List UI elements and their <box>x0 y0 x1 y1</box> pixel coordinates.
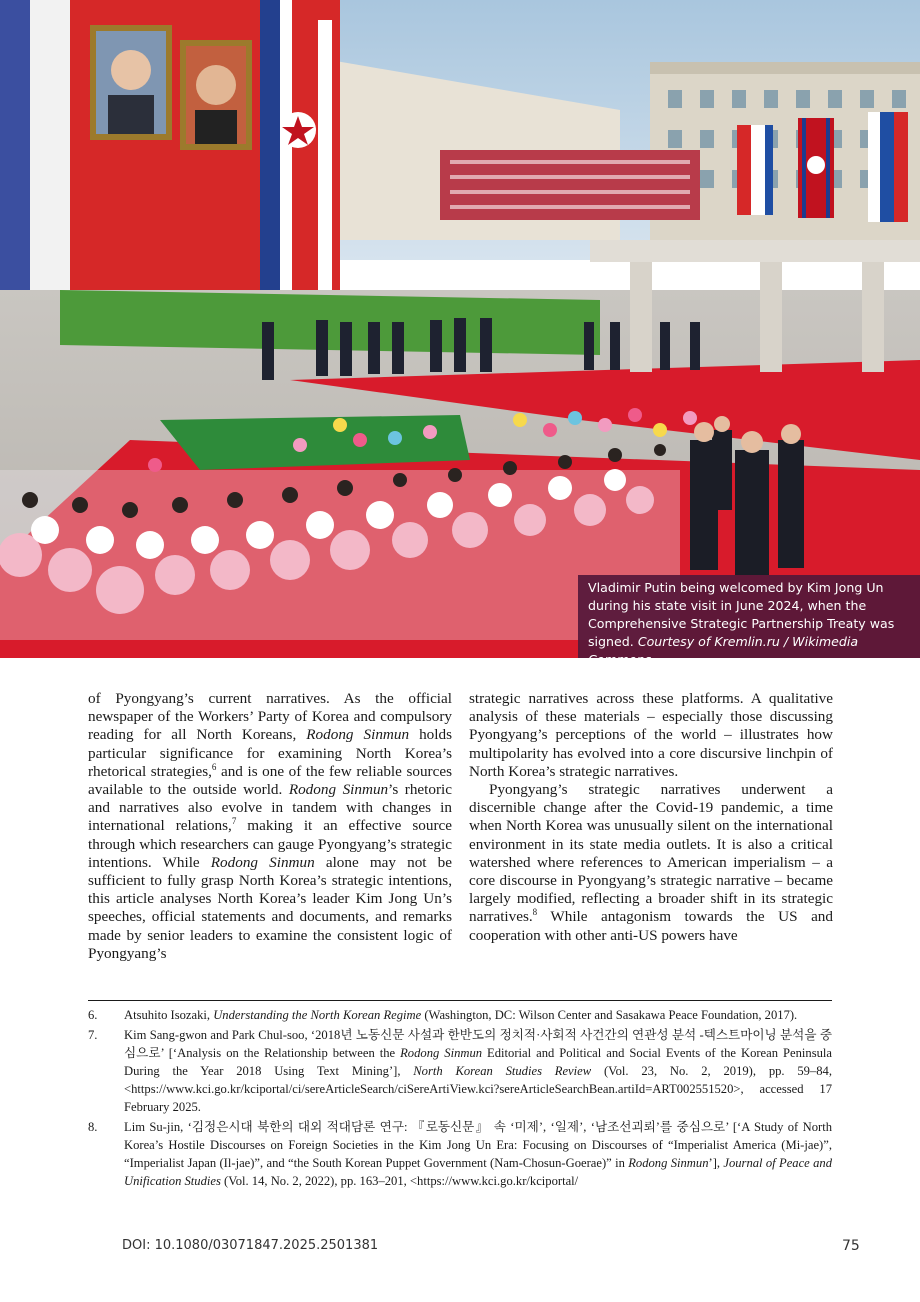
body-column-right <box>469 690 833 945</box>
text-run: Editorial and Political and Social Events of the Korean Peninsula During the Year 2018 Using Text Mining’], <box>124 1046 832 1078</box>
text-run: Lim Su-jin, ‘김정은시대 북한의 대외 적대담론 연구: 『로동신문』 속 ‘미제’, ‘일제’, ‘남조선괴뢰’를 중심으로’ [‘A Study of North Korea’s Hostile Discourses on Foreign Societies in the Kim Jong Un Era: Focusing on Discourses of “Imperialist America (Mi-jae)”, “Imperialist Japan (Il-jae)”, and “the South Korean Puppet Government (Nam-Chosun-Goerae)” in <box>124 1120 832 1170</box>
footnote-divider <box>88 1000 832 1001</box>
paragraph-right-1: strategic narratives across these platforms. A qualitative analysis of these materials – especially those discussing Pyongyang’s perceptions of the world – illustrates how multipolarity has evolved into a core discursive linchpin of North Korea’s strategic narratives. <box>469 690 833 780</box>
footnote-text <box>124 1118 832 1190</box>
footnote-link[interactable]: (Vol. 23, No. 2, 2019), pp. 59–84, <https://www.kci.go.kr/kciportal/ci/sereArticleSearch/ciSereArtiView.kci?sereArticleSearchBean.artiId=ART002551520>, accessed 17 February 2025. <box>124 1064 832 1114</box>
text-run: holds particular significance for examining North Korea’s rhetorical strategies, <box>88 726 452 780</box>
publication-name: Rodong Sinmun <box>400 1046 483 1060</box>
page-number: 75 <box>842 1238 860 1254</box>
text-run: alone may not be sufficient to fully grasp North Korea’s strategic intentions, this article analyses North Korea’s leader Kim Jong Un’s speeches, official statements and documents, and remarks made by senior leaders to examine the consistent logic of Pyongyang’s <box>88 853 452 962</box>
footnote-7 <box>88 1026 832 1116</box>
text-run: (Washington, DC: Wilson Center and Sasakawa Peace Foundation, 2017). <box>421 1008 798 1022</box>
journal-title: Journal of Peace and Unification Studies <box>124 1156 832 1188</box>
footnote-number: 8. <box>88 1120 98 1134</box>
publication-name: Rodong Sinmun <box>628 1156 709 1170</box>
text-run: Pyongyang’s strategic narratives underwent a discernible change after the Covid-19 pandemic, a time when North Korea was unusually silent on the international environment in its state media outlets. It is also a critical watershed where references to American imperialism – a core discourse in Pyongyang’s strategic narrative – became largely modified, reflecting a broader shift in its strategic narratives. <box>469 781 833 926</box>
text-run: ’s rhetoric and narratives also evolve in tandem with changes in international relations, <box>88 781 453 835</box>
journal-title: North Korean Studies Review <box>413 1064 592 1078</box>
text-run: Atsuhito Isozaki, <box>124 1008 214 1022</box>
paragraph-right-2 <box>469 781 833 945</box>
footnote-text <box>124 1006 832 1024</box>
publication-name: Rodong Sinmun <box>288 781 389 799</box>
footnote-ref-8[interactable]: 8 <box>532 907 538 918</box>
text-run: of Pyongyang’s current narratives. As the official newspaper of the Workers’ Party of Korea and compulsory reading for all North Koreans, <box>88 690 452 744</box>
footnote-text <box>124 1026 832 1116</box>
book-title: Understanding the North Korean Regime <box>213 1008 422 1022</box>
text-run: ’], <box>708 1156 724 1170</box>
footnote-ref-6[interactable]: 6 <box>211 761 217 772</box>
text-run: Kim Sang-gwon and Park Chul-soo, ‘2018년 노동신문 사설과 한반도의 정치적·사회적 사건간의 연관성 분석 -텍스트마이닝 분석을 중심으로’ [‘Analysis on the Relationship between the <box>124 1028 832 1060</box>
publication-name: Rodong Sinmun <box>210 853 315 871</box>
body-column-left <box>88 690 452 963</box>
text-run: While antagonism towards the US and cooperation with other anti-US powers have <box>469 908 833 944</box>
footnote-number: 7. <box>88 1028 98 1042</box>
footnote-link[interactable]: (Vol. 14, No. 2, 2022), pp. 163–201, <https://www.kci.go.kr/kciportal/ <box>220 1174 579 1188</box>
footnote-8 <box>88 1118 832 1190</box>
photo-caption <box>578 575 920 667</box>
footnote-6 <box>88 1006 832 1024</box>
footnotes <box>88 1006 832 1192</box>
caption-text: Vladimir Putin being welcomed by Kim Jong Un during his state visit in June 2024, when the Comprehensive Strategic Partnership Treaty was signed. <box>588 580 895 649</box>
doi-footer[interactable]: DOI: 10.1080/03071847.2025.2501381 <box>122 1238 379 1253</box>
footnote-number: 6. <box>88 1008 98 1022</box>
publication-name: Rodong Sinmun <box>306 726 410 744</box>
caption-credit: Courtesy of Kremlin.ru / Wikimedia Commons <box>588 634 859 667</box>
paragraph-left <box>88 690 452 963</box>
text-run: and is one of the few reliable sources available to the outside world. <box>88 762 452 799</box>
text-run: making it an effective source through which researchers can gauge Pyongyang’s strategic intentions. While <box>88 817 452 871</box>
footnote-ref-7[interactable]: 7 <box>231 816 237 827</box>
